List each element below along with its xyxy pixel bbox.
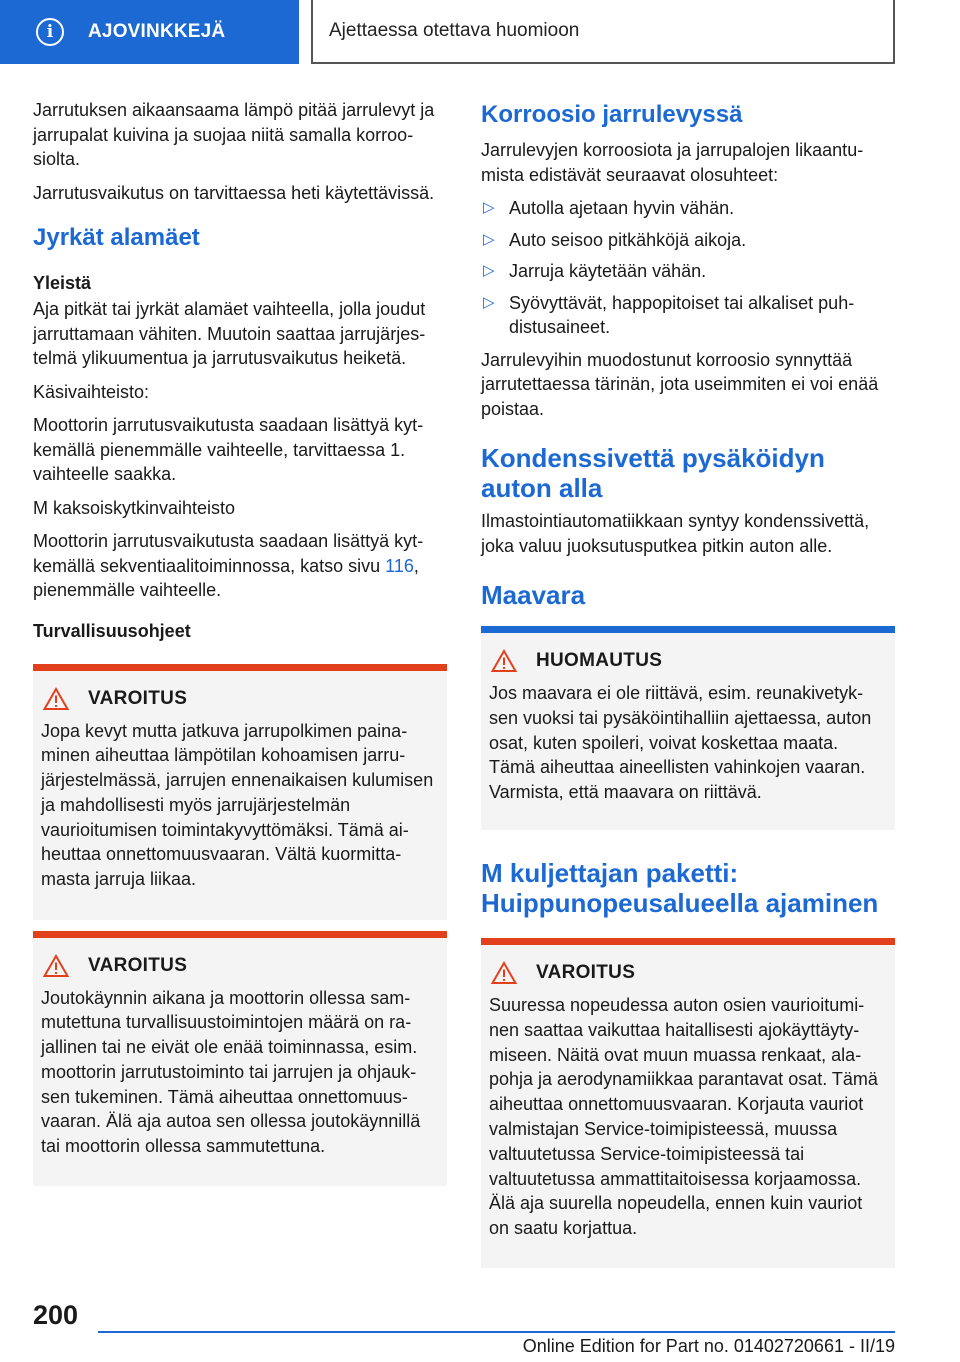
- warning-header: [489, 961, 883, 985]
- page-header: [0, 0, 960, 66]
- warning-triangle-icon: [491, 649, 517, 673]
- paragraph: Ilmastointiautomatiikkaan syntyy kondenssivettä, joka valuu juoksutusputkea pitkin auton alle.: [481, 511, 870, 556]
- page-link[interactable]: 116: [385, 555, 414, 576]
- bullet-triangle-icon: ▷: [483, 230, 495, 248]
- left-column: [33, 98, 447, 1186]
- paragraph: [33, 529, 447, 603]
- warning-header: [41, 954, 435, 978]
- list-item: [481, 291, 895, 340]
- section-title: Ajettaessa otettava huomioon: [329, 20, 580, 41]
- notice-box: [481, 626, 895, 830]
- paragraph: Jarrulevyjen korroosiota ja jarrupalojen likaantumista edistävät seuraavat olosuhteet:: [481, 140, 864, 185]
- bullet-triangle-icon: ▷: [483, 262, 495, 279]
- subheading-safety: Turvallisuusohjeet: [33, 620, 191, 641]
- heading-condensate: Kondenssivettä pysäköidyn auton alla: [481, 443, 825, 503]
- notice-title: HUOMAUTUS: [536, 650, 663, 671]
- list-item: [481, 228, 895, 253]
- heading-steep-descents: Jyrkät alamäet: [33, 224, 200, 251]
- heading-corrosion: Korroosio jarrulevyssä: [481, 101, 743, 128]
- footer-divider: [98, 1331, 895, 1333]
- warning-title: VAROITUS: [88, 687, 188, 709]
- paragraph: Jarrulevyihin muodostunut korroosio synnyttää jarrutettaessa tärinän, jota useimmiten ei voi enää poistaa.: [481, 349, 879, 419]
- notice-text: Jos maavara ei ole riittävä, esim. reunakivetyksen vuoksi tai pysäköintihalliin ajettaessa, auton osat, kuten spoileri, voivat koskettaa maata. Tämä aiheuttaa aineellisten vahinkojen vaaran. Varmista, että maavara on riittävä.: [489, 683, 872, 803]
- warning-text: Suuressa nopeudessa auton osien vaurioituminen saattaa vaikuttaa haitallisesti ajokäyttäytymiseen. Näitä ovat muun muassa renkaat, alapohja ja aerodynamiikkaa parantavat osat. Tämä aiheuttaa onnettomuusvaaran. Korjauta vauriot valmistajan Service-toimipisteessä, muussa valtuutetussa Service-toimipisteessä tai valtuutetussa ammattitaitoisessa korjaamossa. Älä aja suurella nopeudella, ennen kuin vauriot on saatu korjattua.: [489, 995, 878, 1239]
- bullet-triangle-icon: ▷: [483, 293, 495, 311]
- notice-header: [489, 649, 883, 673]
- section-title-box: [311, 0, 895, 64]
- warning-text: Joutokäynnin aikana ja moottorin ollessa sammutettuna turvallisuustoimintojen määrä on rajallinen tai ne eivät ole enää toiminnassa, esim. moottorin jarrutustoiminto tai jarrujen ja ohjauksen tukeminen. Tämä aiheuttaa onnettomuusvaaran. Älä aja autoa sen ollessa joutokäynnillä tai moottorin ollessa sammutettuna.: [41, 987, 421, 1157]
- list-item: [481, 259, 895, 284]
- paragraph: Käsivaihteisto:: [33, 381, 150, 402]
- condition-list: [481, 196, 895, 340]
- warning-triangle-icon: [491, 961, 517, 985]
- warning-header: [41, 687, 435, 711]
- warning-text: Jopa kevyt mutta jatkuva jarrupolkimen painaminen aiheuttaa lämpötilan kohoamisen jarrujärjestelmässä, jarrujen ennenaikaisen kulumisen ja mahdollisesti myös jarrujärjestelmän vaurioitumisen toimintakyvyttömäksi. Tämä aiheuttaa onnettomuusvaaran. Vältä kuormittamasta jarruja liikaa.: [41, 720, 434, 890]
- text: Moottorin jarrutusvaikutusta saadaan lisättyä kytkemällä sekventiaalitoiminnossa, katso sivu: [33, 531, 424, 576]
- list-item-text: Jarruja käytetään vähän.: [509, 261, 707, 281]
- paragraph: Aja pitkät tai jyrkät alamäet vaihteella, jolla joudut jarruttamaan vähiten. Muutoin saattaa jarrujärjestelmä ylikuumentua ja jarrutusvaikutus heiketä.: [33, 299, 426, 368]
- paragraph: Jarrutusvaikutus on tarvittaessa heti käytettävissä.: [33, 182, 435, 203]
- list-item-text: Syövyttävät, happopitoiset tai alkaliset puhdistusaineet.: [509, 292, 855, 337]
- chapter-title: AJOVINKKEJÄ: [88, 21, 226, 42]
- warning-box: [33, 664, 447, 920]
- page-number: 200: [33, 1300, 79, 1330]
- warning-box: [481, 938, 895, 1268]
- paragraph: Moottorin jarrutusvaikutusta saadaan lisättyä kytkemällä pienemmälle vaihteelle, tarvittaessa 1. vaihteelle saakka.: [33, 415, 424, 484]
- edition-note: Online Edition for Part no. 01402720661 - II/19: [522, 1336, 895, 1356]
- warning-triangle-icon: [43, 687, 69, 711]
- warning-title: VAROITUS: [88, 954, 188, 976]
- info-icon: i: [36, 18, 64, 46]
- list-item-text: Autolla ajetaan hyvin vähän.: [509, 198, 735, 218]
- bullet-triangle-icon: ▷: [483, 199, 495, 216]
- paragraph: M kaksoiskytkinvaihteisto: [33, 497, 236, 518]
- chapter-tab[interactable]: [0, 0, 299, 64]
- right-column: [481, 98, 895, 1268]
- list-item: [481, 196, 895, 221]
- warning-triangle-icon: [43, 954, 69, 978]
- subheading-general: Yleistä: [33, 273, 92, 293]
- heading-ground-clearance: Maavara: [481, 580, 586, 610]
- list-item-text: Auto seisoo pitkähköjä aikoja.: [509, 229, 747, 250]
- warning-box: [33, 931, 447, 1186]
- text: , pienemmälle vaihteelle.: [33, 555, 419, 600]
- heading-m-driver-package: M kuljettajan paketti: Huippunopeusalueella ajaminen: [481, 858, 879, 918]
- warning-title: VAROITUS: [536, 962, 636, 983]
- paragraph: Jarrutuksen aikaansaama lämpö pitää jarrulevyt ja jarrupalat kuivina ja suojaa niitä samalla korroosiolta.: [33, 100, 435, 169]
